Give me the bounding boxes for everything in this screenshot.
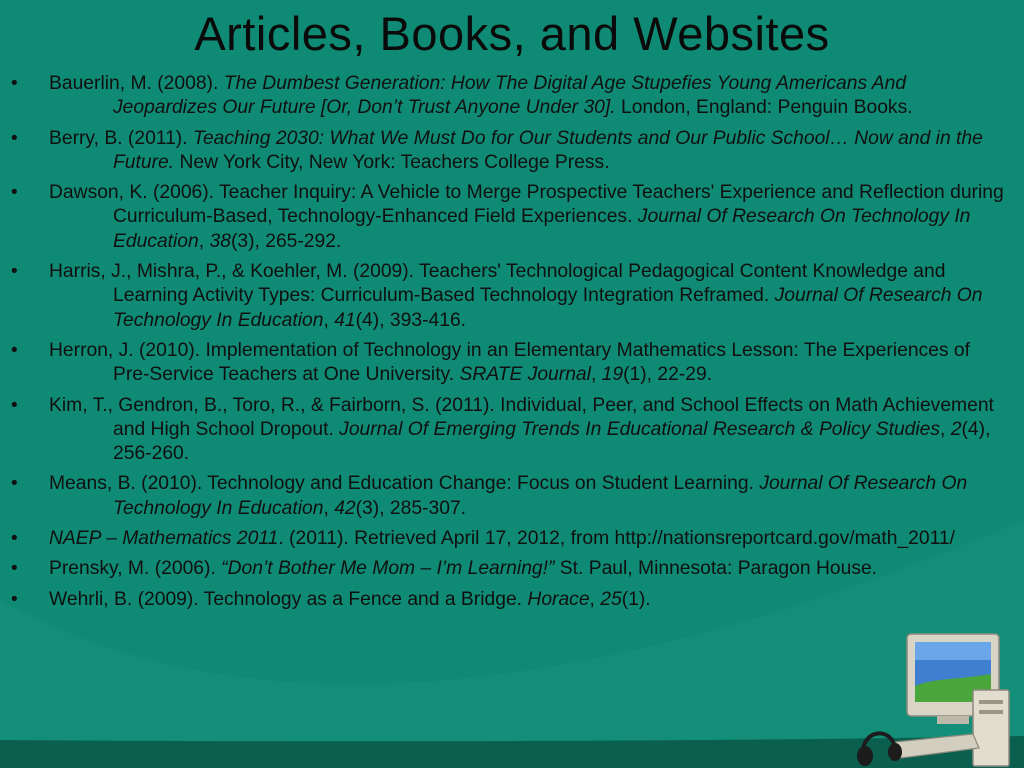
reference-text: Teaching 2030: What We Must Do for Our Students and Our Public School… Now and in the Future. (113, 127, 983, 173)
reference-text: , (590, 364, 602, 386)
reference-text: Journal Of Research On Technology In Education (113, 206, 971, 252)
reference-text: Journal Of Research On Technology In Education (113, 473, 968, 519)
reference-item (8, 339, 1008, 388)
reference-text: (1), 22-29. (623, 364, 713, 386)
reference-text: 38 (209, 230, 231, 252)
reference-text: Horace (527, 588, 590, 610)
bullet-icon: • (11, 588, 18, 610)
reference-item (8, 527, 1008, 551)
reference-text: , (589, 588, 601, 610)
bullet-icon: • (11, 261, 18, 283)
reference-item (8, 72, 1008, 121)
reference-text: (4), 256-260. (113, 418, 991, 465)
reference-text: 42 (334, 497, 356, 519)
reference-text: NAEP – Mathematics 2011 (49, 528, 279, 550)
reference-item (8, 181, 1008, 254)
reference-text: Journal Of Research On Technology In Education (113, 285, 983, 331)
bullet-icon: • (11, 528, 18, 550)
reference-text: Bauerlin, M. (2008). (49, 73, 224, 94)
reference-text: St. Paul, Minnesota: Paragon House. (554, 558, 878, 580)
reference-text: (1). (621, 588, 651, 610)
reference-item (8, 127, 1008, 176)
reference-text: , (323, 309, 335, 331)
reference-text: New York City, New York: Teachers College Press. (174, 151, 610, 173)
reference-text: (4), 393-416. (355, 309, 467, 331)
reference-text: 19 (601, 364, 624, 386)
computer-icon (855, 630, 1015, 768)
bullet-icon: • (11, 473, 18, 495)
reference-text: (3), 285-307. (355, 497, 467, 519)
bullet-icon: • (11, 127, 18, 149)
reference-text: Journal Of Emerging Trends In Educational Research & Policy Studies (339, 418, 941, 440)
reference-text: London, England: Penguin Books. (615, 97, 913, 119)
reference-text: Herron, J. (2010). Implementation of Technology in an Elementary Mathematics Lesson: The Experiences of Pre-Service Teachers at One University. (49, 339, 970, 386)
reference-item (8, 260, 1008, 333)
bullet-icon: • (11, 73, 18, 94)
reference-text: Means, B. (2010). Technology and Education Change: Focus on Student Learning. (49, 473, 760, 495)
reference-item (8, 588, 1008, 612)
bullet-icon: • (11, 339, 18, 361)
reference-text: (3), 265-292. (230, 230, 342, 252)
reference-text: SRATE Journal (459, 364, 591, 386)
bullet-icon: • (11, 394, 18, 416)
reference-text: “Don’t Bother Me Mom – I’m Learning!” (221, 558, 555, 580)
reference-text: The Dumbest Generation: How The Digital Age Stupefies Young Americans And Jeopardizes Our Future [Or, Don’t Trust Anyone Under 30]. (113, 73, 907, 119)
reference-text: Kim, T., Gendron, B., Toro, R., & Fairborn, S. (2011). Individual, Peer, and School Effects on Math Achievement and High School Dropout. (49, 394, 994, 440)
reference-text: , (940, 418, 951, 440)
reference-text: Wehrli, B. (2009). Technology as a Fence and a Bridge. (49, 588, 528, 610)
reference-text: Berry, B. (2011). (49, 127, 193, 149)
reference-item (8, 472, 1008, 521)
reference-text: Prensky, M. (2006). (49, 558, 222, 580)
bullet-icon: • (11, 182, 18, 204)
reference-text: Harris, J., Mishra, P., & Koehler, M. (2009). Teachers' Technological Pedagogical Content Knowledge and Learning Activity Types: Curriculum-Based Technology Integration Reframed. (49, 261, 946, 307)
reference-text: 25 (600, 588, 622, 610)
reference-text: Dawson, K. (2006). Teacher Inquiry: A Vehicle to Merge Prospective Teachers' Experience and Reflection during Curriculum-Based, Technology-Enhanced Field Experiences. (49, 182, 1004, 228)
page-title: Articles, Books, and Websites (194, 7, 830, 60)
reference-item (8, 394, 1008, 467)
reference-text: 41 (334, 309, 356, 331)
reference-text: . (2011). Retrieved April 17, 2012, from http://nationsreportcard.gov/math_2011/ (278, 528, 955, 550)
reference-list (8, 72, 1008, 618)
reference-text: 2 (950, 418, 962, 440)
reference-item (8, 557, 1008, 581)
reference-text: , (198, 230, 210, 252)
bullet-icon: • (11, 558, 18, 580)
reference-text: , (323, 497, 335, 519)
